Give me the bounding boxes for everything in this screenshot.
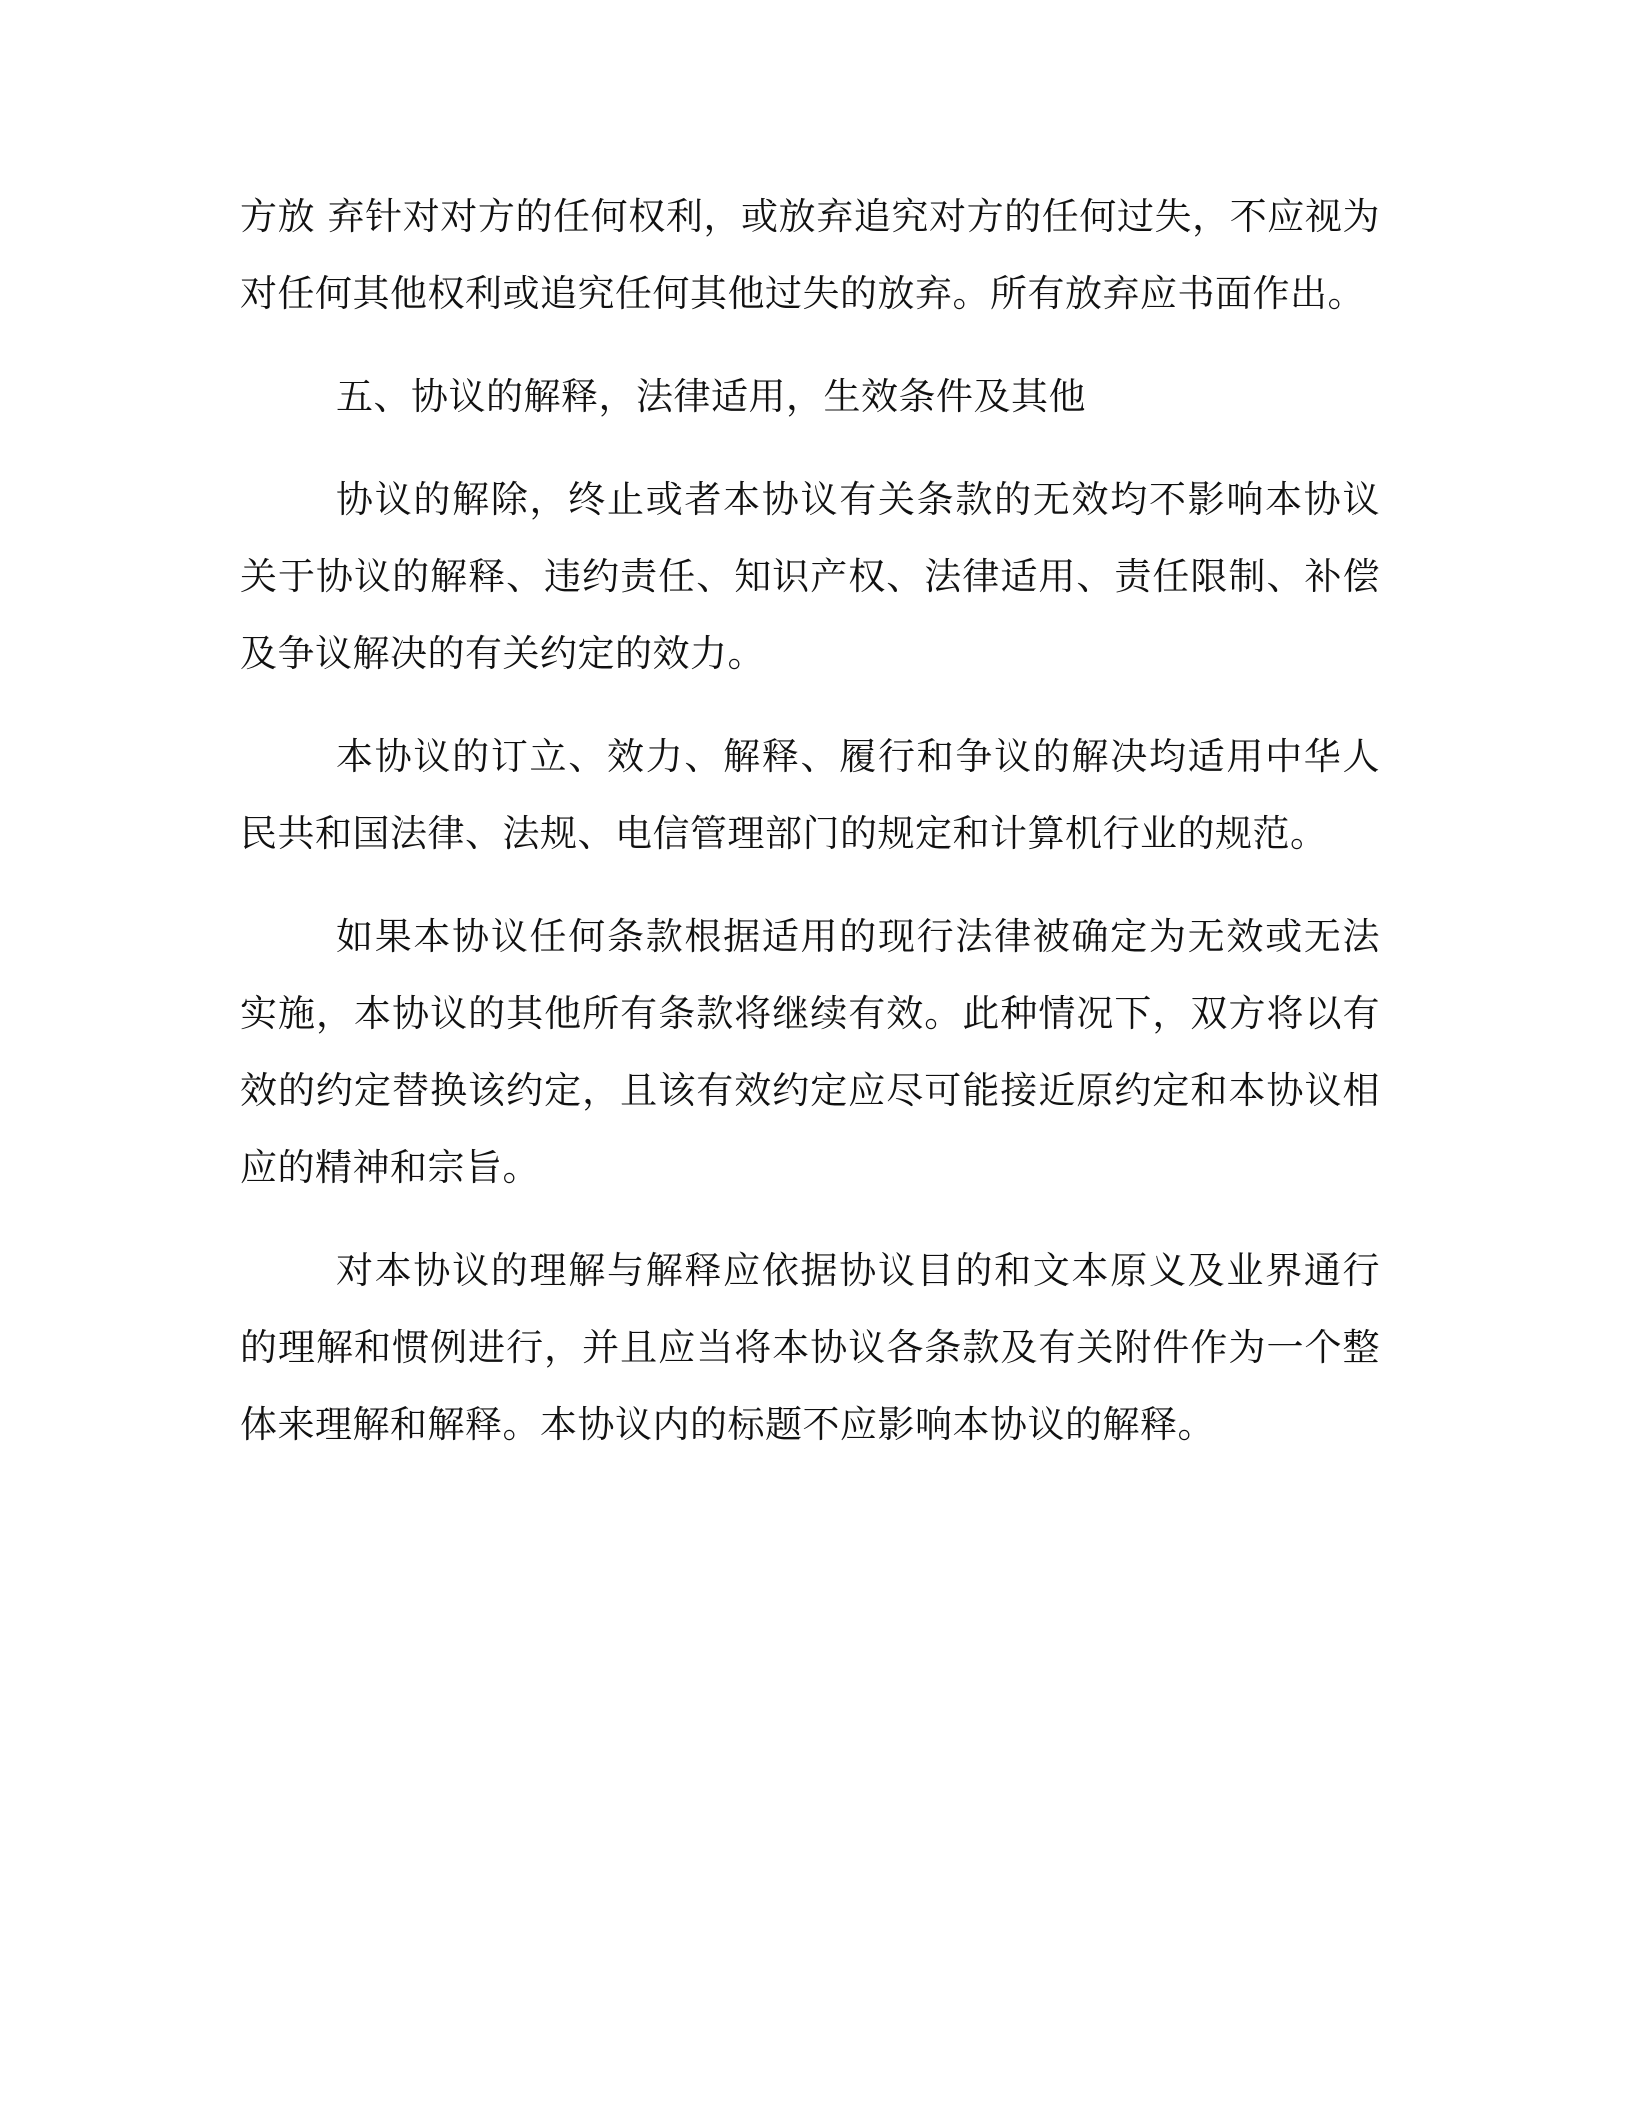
paragraph-governing-law: 本协议的订立、效力、解释、履行和争议的解决均适用中华人民共和国法律、法规、电信管理部门的规定和计算机行业的规范。 bbox=[240, 735, 1380, 855]
paragraph-severability: 如果本协议任何条款根据适用的现行法律被确定为无效或无法实施，本协议的其他所有条款将继续有效。此种情况下，双方将以有效的约定替换该约定，且该有效约定应尽可能接近原约定和本协议相应的精神和宗旨。 bbox=[240, 915, 1380, 1189]
document-body bbox=[240, 178, 1380, 1489]
section-heading: 五、协议的解释，法律适用，生效条件及其他 bbox=[336, 375, 1086, 418]
paragraph-interpretation: 对本协议的理解与解释应依据协议目的和文本原义及业界通行的理解和惯例进行，并且应当将本协议各条款及有关附件作为一个整体来理解和解释。本协议内的标题不应影响本协议的解释。 bbox=[240, 1249, 1380, 1446]
paragraph-survival: 协议的解除，终止或者本协议有关条款的无效均不影响本协议关于协议的解释、违约责任、知识产权、法律适用、责任限制、补偿及争议解决的有关约定的效力。 bbox=[240, 478, 1380, 675]
paragraph-waiver-continued: 方放 弃针对对方的任何权利，或放弃追究对方的任何过失，不应视为对任何其他权利或追究任何其他过失的放弃。所有放弃应书面作出。 bbox=[240, 195, 1380, 315]
